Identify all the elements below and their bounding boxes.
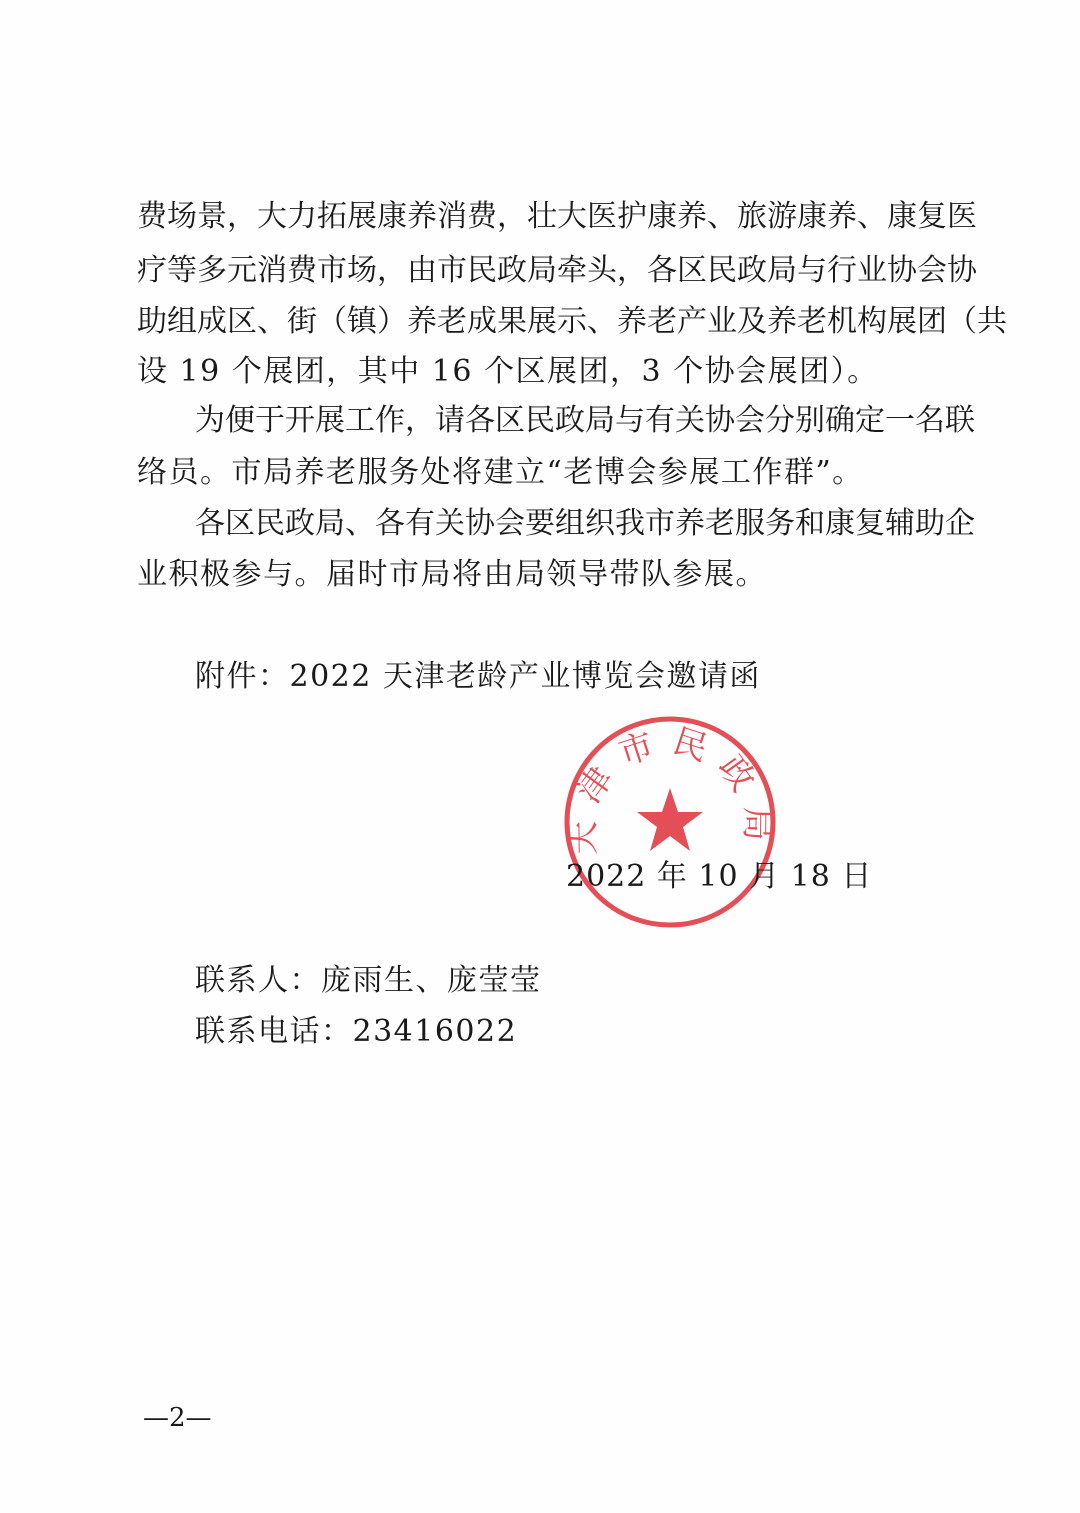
paragraph-line: 络员。市局养老服务处将建立“老博会参展工作群”。 bbox=[137, 455, 864, 490]
contact-phone: 联系电话：23416022 bbox=[195, 1014, 518, 1049]
star-icon bbox=[637, 788, 703, 851]
svg-text:天津市民政局: 天津市民政局 bbox=[562, 720, 778, 856]
official-seal bbox=[560, 712, 780, 932]
paragraph-line: 设 19 个展团，其中 16 个区展团，3 个协会展团）。 bbox=[137, 354, 879, 389]
paragraph-line: 为便于开展工作，请各区民政局与有关协会分别确定一名联 bbox=[195, 403, 975, 438]
paragraph-line: 各区民政局、各有关协会要组织我市养老服务和康复辅助企 bbox=[195, 506, 975, 541]
paragraph-line: 疗等多元消费市场，由市民政局牵头，各区民政局与行业协会协 bbox=[137, 253, 977, 288]
paragraph-line: 业积极参与。届时市局将由局领导带队参展。 bbox=[137, 557, 767, 592]
contact-person: 联系人：庞雨生、庞莹莹 bbox=[195, 963, 542, 998]
paragraph-line: 助组成区、街（镇）养老成果展示、养老产业及养老机构展团（共 bbox=[137, 304, 1007, 339]
attachment-line: 附件：2022 天津老龄产业博览会邀请函 bbox=[195, 659, 761, 694]
issue-date: 2022 年 10 月 18 日 bbox=[566, 859, 873, 894]
page-number: —2— bbox=[143, 1403, 212, 1433]
paragraph-line: 费场景，大力拓展康养消费，壮大医护康养、旅游康养、康复医 bbox=[137, 199, 977, 234]
